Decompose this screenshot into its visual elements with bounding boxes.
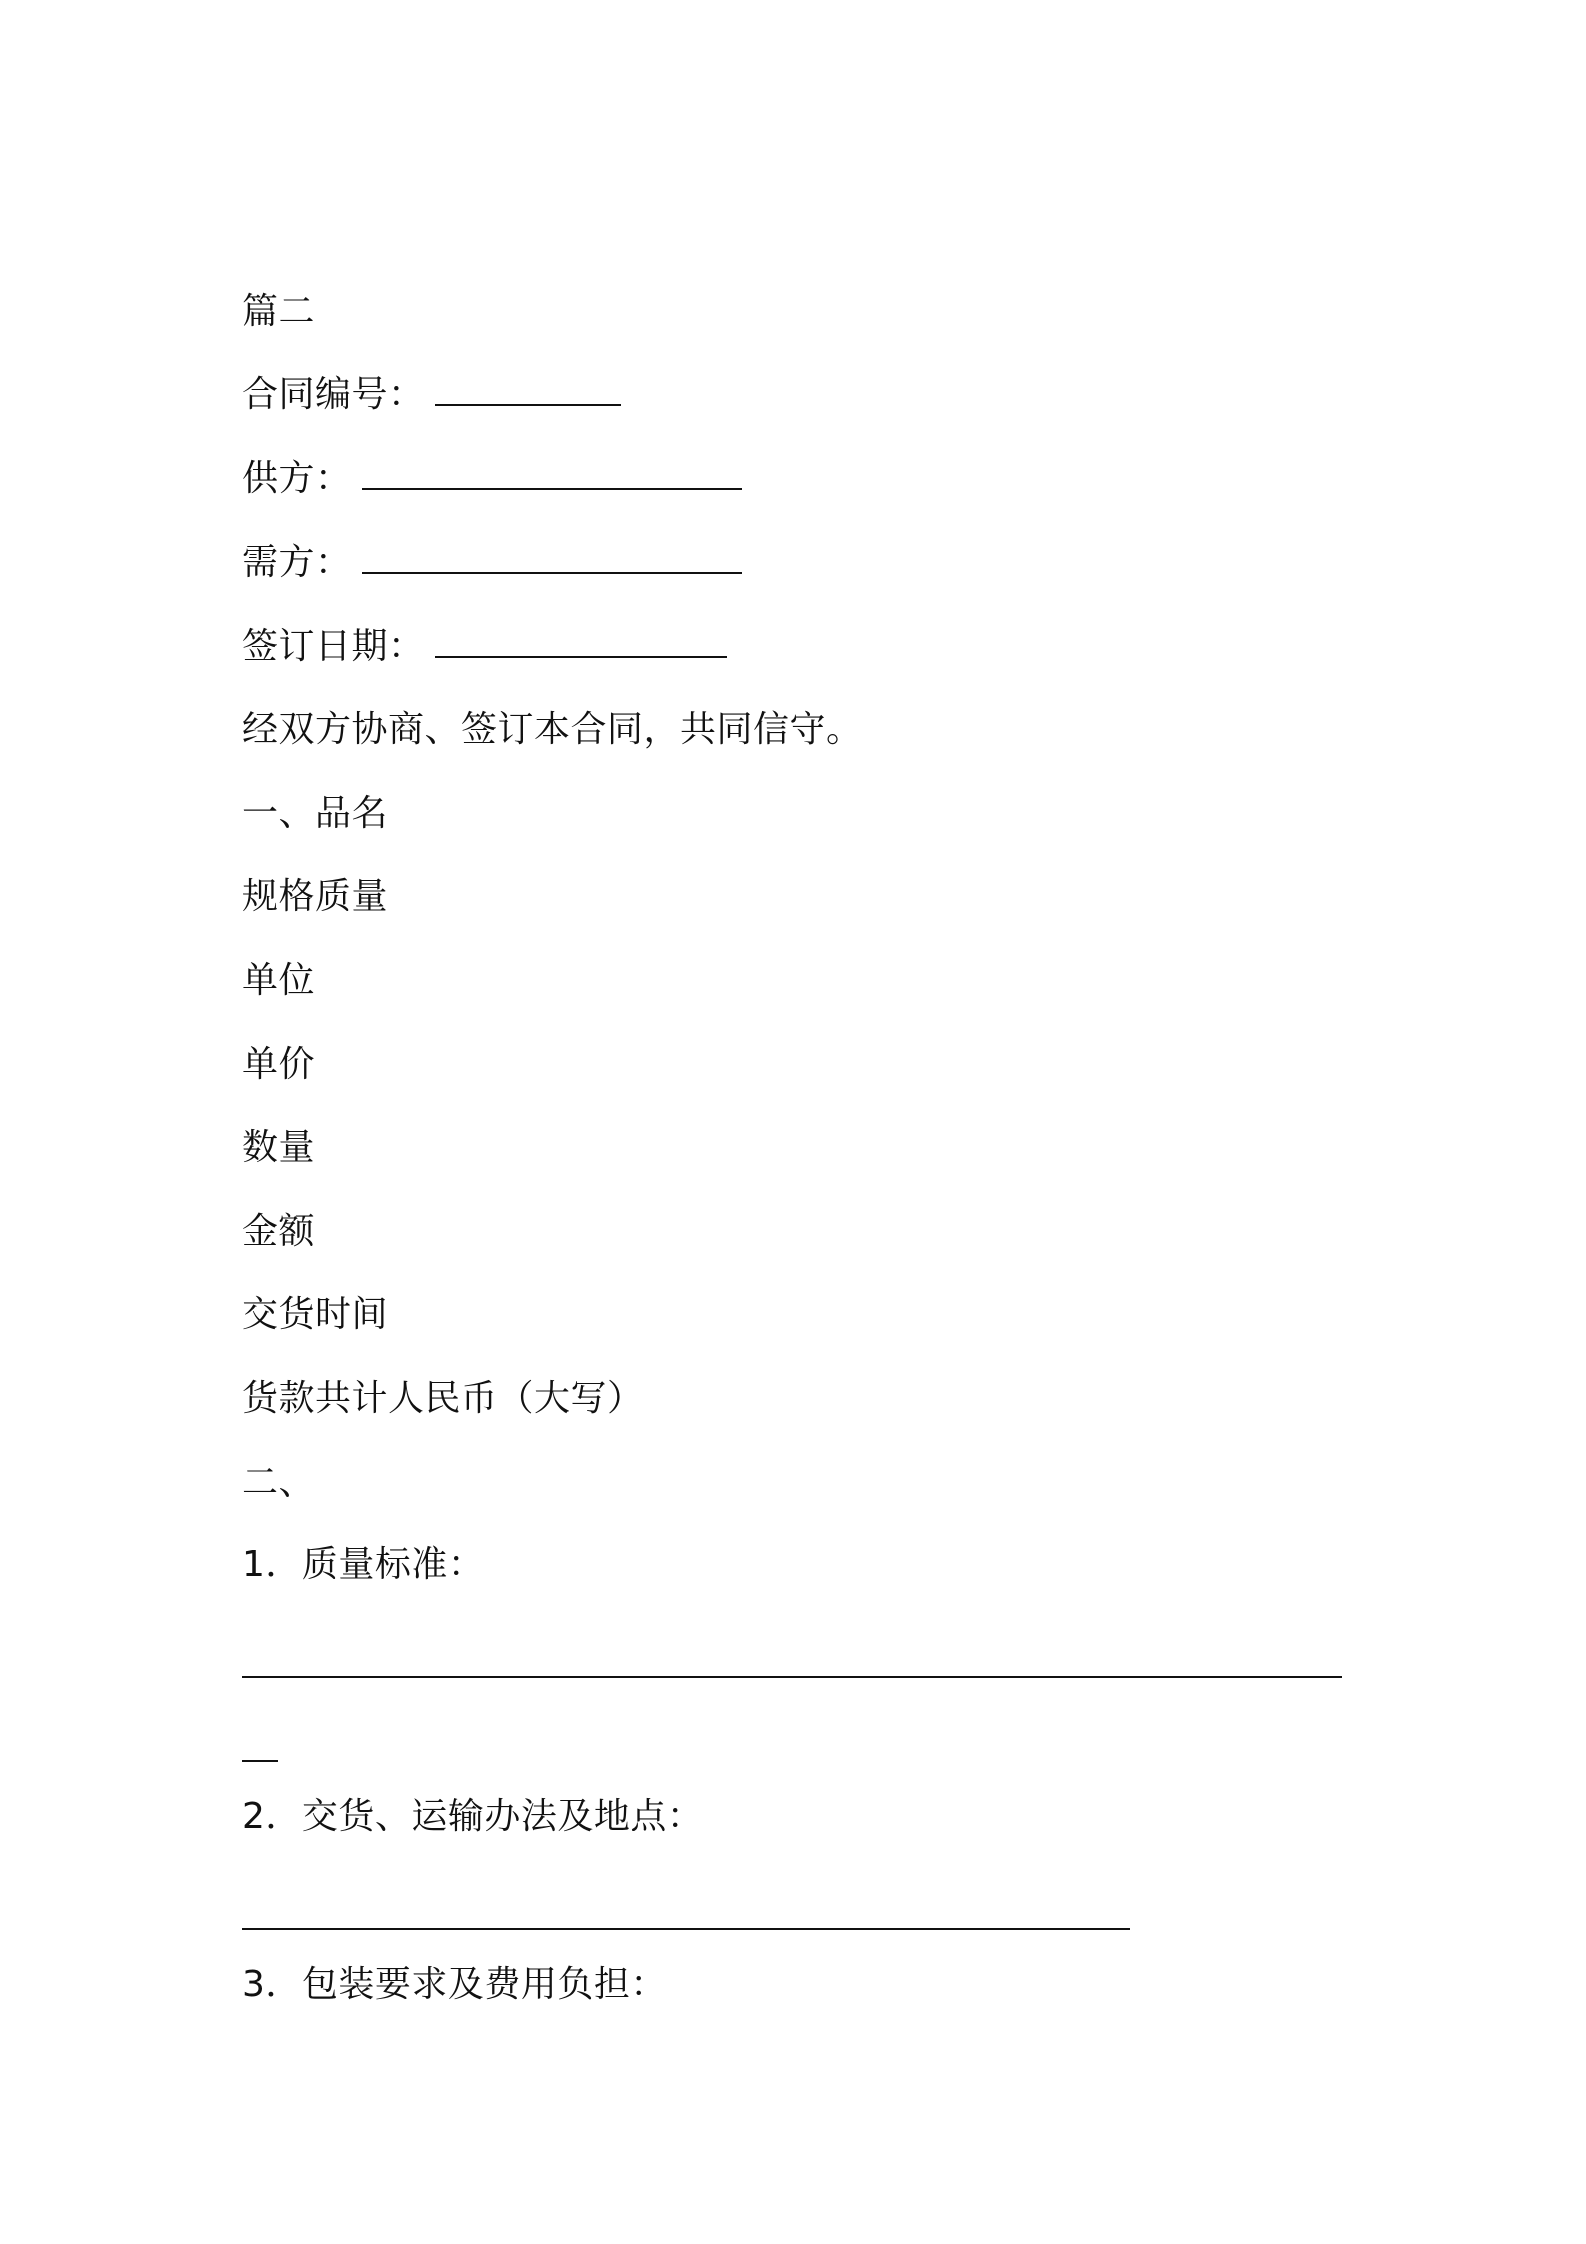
contract-number-blank[interactable] bbox=[435, 374, 621, 406]
buyer-blank[interactable] bbox=[362, 542, 742, 574]
clause-packaging-cost: 3．包装要求及费用负担： bbox=[242, 1964, 667, 2005]
clause-delivery-transport: 2．交货、运输办法及地点： bbox=[242, 1796, 704, 1837]
delivery-transport-blank-line[interactable] bbox=[242, 1928, 1130, 1930]
supplier-label: 供方： bbox=[242, 458, 352, 499]
item-column-amount: 金额 bbox=[242, 1211, 316, 1252]
contract-number-label: 合同编号： bbox=[242, 374, 425, 415]
quality-standard-blank-line[interactable] bbox=[242, 1676, 1342, 1678]
sign-date-label: 签订日期： bbox=[242, 626, 425, 667]
sign-date-field bbox=[242, 625, 727, 669]
buyer-field bbox=[242, 541, 742, 585]
buyer-label: 需方： bbox=[242, 542, 352, 583]
total-amount-line: 货款共计人民币（大写） bbox=[242, 1378, 644, 1419]
item-column-spec: 规格质量 bbox=[242, 876, 389, 917]
sign-date-blank[interactable] bbox=[435, 626, 727, 658]
section-two-heading: 二、 bbox=[242, 1462, 316, 1503]
item-column-delivery-time: 交货时间 bbox=[242, 1294, 389, 1335]
item-column-quantity: 数量 bbox=[242, 1127, 316, 1168]
section-title: 篇二 bbox=[242, 291, 316, 332]
item-column-unit: 单位 bbox=[242, 960, 316, 1001]
item-column-price: 单价 bbox=[242, 1044, 316, 1085]
contract-number-field bbox=[242, 373, 621, 417]
supplier-field bbox=[242, 457, 742, 501]
clause-quality-standard: 1．质量标准： bbox=[242, 1544, 485, 1585]
quality-standard-blank-continuation[interactable] bbox=[242, 1760, 278, 1762]
intro-text: 经双方协商、签订本合同，共同信守。 bbox=[242, 709, 863, 750]
supplier-blank[interactable] bbox=[362, 458, 742, 490]
item-heading: 一、品名 bbox=[242, 793, 389, 834]
